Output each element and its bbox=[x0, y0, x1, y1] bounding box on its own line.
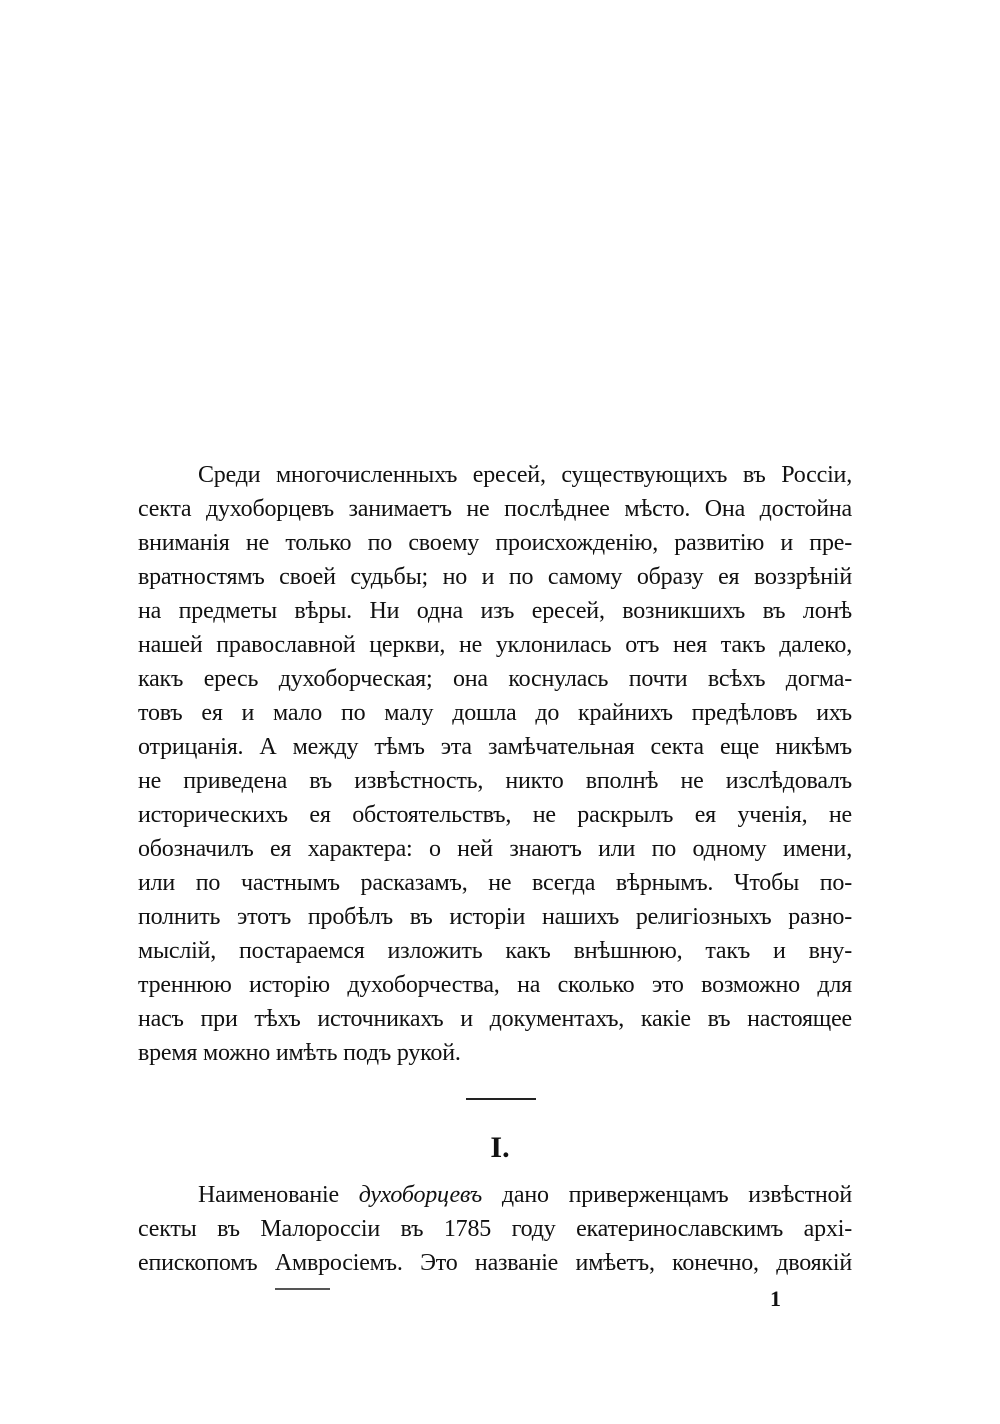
text-line bbox=[198, 1178, 852, 1212]
text-line: обозначилъ ея характера: о ней знаютъ или по одному имени, bbox=[138, 836, 852, 862]
text-line: вратностямъ своей судьбы; но и по самому образу ея воззрѣній bbox=[138, 564, 852, 590]
text-line: какъ ересь духоборческая; она коснулась почти всѣхъ догма- bbox=[138, 666, 852, 692]
text-line: секты въ Малороссіи въ 1785 году екатеринославскимъ архі- bbox=[138, 1216, 852, 1242]
text-line: мыслій, постараемся изложить какъ внѣшнюю, такъ и вну- bbox=[138, 938, 852, 964]
text-run: Наименованіе bbox=[198, 1182, 359, 1208]
text-line: не приведена въ извѣстность, никто вполнѣ не изслѣдовалъ bbox=[138, 768, 852, 794]
text-line: историческихъ ея обстоятельствъ, не раскрылъ ея ученія, не bbox=[138, 802, 852, 828]
text-line: треннюю исторію духоборчества, на сколько это возможно для bbox=[138, 972, 852, 998]
text-line: вниманія не только по своему происхожденію, развитію и пре- bbox=[138, 530, 852, 556]
text-line: полнить этотъ пробѣлъ въ исторіи нашихъ религіозныхъ разно- bbox=[138, 904, 852, 930]
page-number: 1 bbox=[770, 1286, 781, 1311]
italic-term: духоборцевъ bbox=[358, 1182, 483, 1208]
footnote-rule bbox=[275, 1288, 330, 1290]
text-line: нашей православной церкви, не уклонилась отъ нея такъ далеко, bbox=[138, 632, 852, 658]
text-line: товъ ея и мало по малу дошла до крайнихъ предѣловъ ихъ bbox=[138, 700, 852, 726]
text-line: секта духоборцевъ занимаетъ не послѣднее мѣсто. Она достойна bbox=[138, 496, 852, 522]
section-heading: I. bbox=[490, 1131, 510, 1164]
text-line: епископомъ Амвросіемъ. Это названіе имѣетъ, конечно, двоякій bbox=[138, 1250, 852, 1276]
text-line: Среди многочисленныхъ ересей, существующихъ въ Россіи, bbox=[198, 462, 852, 488]
text-line: отрицанія. А между тѣмъ эта замѣчательная секта еще никѣмъ bbox=[138, 734, 852, 760]
section-divider bbox=[466, 1098, 536, 1100]
text-line: насъ при тѣхъ источникахъ и документахъ, какіе въ настоящее bbox=[138, 1006, 852, 1032]
text-line: на предметы вѣры. Ни одна изъ ересей, возникшихъ въ лонѣ bbox=[138, 598, 852, 624]
text-line: или по частнымъ расказамъ, не всегда вѣрнымъ. Чтобы по- bbox=[138, 870, 852, 896]
text-run: дано приверженцамъ извѣстной bbox=[482, 1182, 853, 1208]
text-line: время можно имѣть подъ рукой. bbox=[138, 1040, 461, 1066]
